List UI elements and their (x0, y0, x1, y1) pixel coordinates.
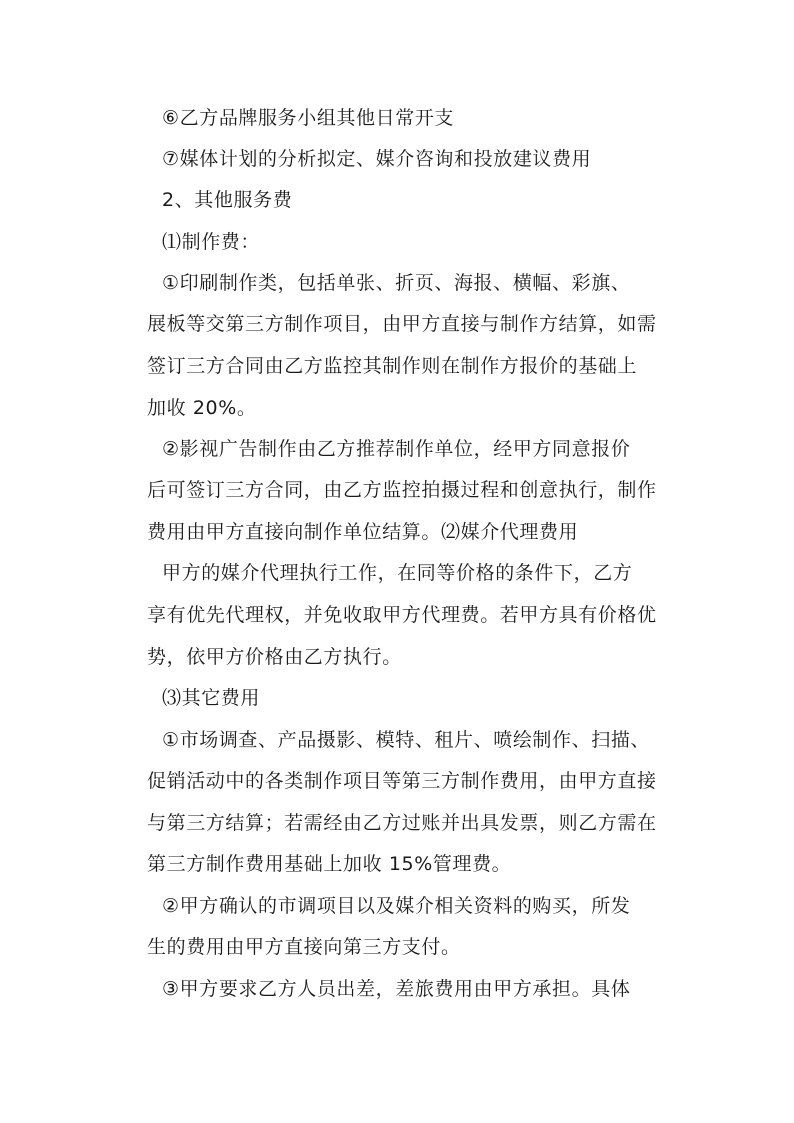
text-line: 势，依甲方价格由乙方执行。 (147, 646, 402, 668)
text-line: 甲方的媒介代理执行工作，在同等价格的条件下，乙方 (162, 562, 633, 584)
text-line: 展板等交第三方制作项目，由甲方直接与制作方结算，如需 (147, 313, 657, 335)
text-line: ③甲方要求乙方人员出差，差旅费用由甲方承担。具体 (162, 978, 631, 1000)
text-line: ⑴制作费： (162, 231, 261, 253)
text-line: 费用由甲方直接向制作单位结算。⑵媒介代理费用 (147, 521, 579, 543)
text-line: ⑶其它费用 (162, 687, 261, 709)
text-line: ②甲方确认的市调项目以及媒介相关资料的购买，所发 (162, 895, 631, 917)
text-line: 2、其他服务费 (162, 189, 293, 211)
text-line: 签订三方合同由乙方监控其制作则在制作方报价的基础上 (147, 355, 638, 377)
text-line: 第三方制作费用基础上加收 15%管理费。 (147, 853, 512, 875)
text-line: ②影视广告制作由乙方推荐制作单位，经甲方同意报价 (162, 438, 631, 460)
text-line: 生的费用由甲方直接向第三方支付。 (147, 936, 461, 958)
text-line: 与第三方结算；若需经由乙方过账并出具发票，则乙方需在 (147, 812, 657, 834)
text-line: 享有优先代理权，并免收取甲方代理费。若甲方具有价格优 (147, 604, 657, 626)
text-line: ⑦媒体计划的分析拟定、媒介咨询和投放建议费用 (162, 148, 592, 170)
text-line: 促销活动中的各类制作项目等第三方制作费用，由甲方直接 (147, 770, 657, 792)
text-line: ①印刷制作类，包括单张、折页、海报、横幅、彩旗、 (162, 272, 631, 294)
text-line: 后可签订三方合同，由乙方监控拍摄过程和创意执行，制作 (147, 479, 657, 501)
text-line: ⑥乙方品牌服务小组其他日常开支 (162, 107, 455, 129)
text-line: 加收 20%。 (147, 397, 257, 419)
text-line: ①市场调查、产品摄影、模特、租片、喷绘制作、扫描、 (162, 729, 651, 751)
